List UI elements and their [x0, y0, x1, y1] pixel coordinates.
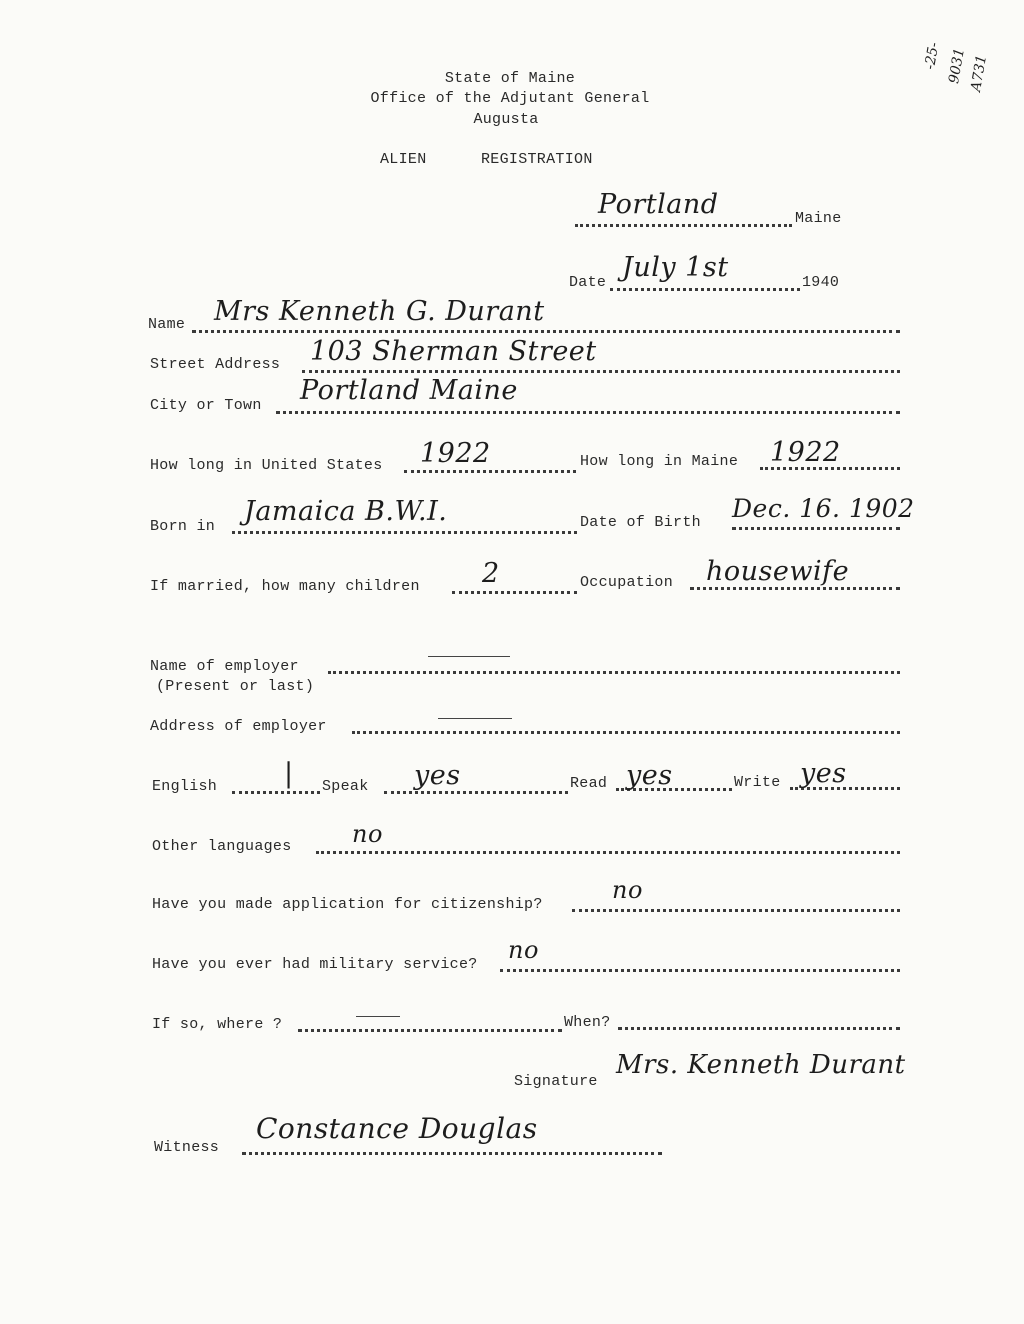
when-dots — [618, 1027, 900, 1030]
how-long-us-label: How long in United States — [150, 457, 383, 474]
citizenship-dots — [572, 909, 900, 912]
military-value: no — [508, 936, 539, 964]
corner-file-numbers — [920, 40, 990, 110]
signature-label: Signature — [514, 1073, 598, 1090]
employer-address-dots — [352, 731, 900, 734]
header-office: Office of the Adjutant General — [370, 90, 650, 107]
name-value: Mrs Kenneth G. Durant — [214, 296, 545, 327]
city-label: City or Town — [150, 397, 262, 414]
born-in-dots — [232, 531, 577, 534]
corner-number-b: 9031 — [946, 46, 968, 85]
speak-dots — [384, 791, 568, 794]
employer-address-label: Address of employer — [150, 718, 327, 735]
date-label: Date — [569, 274, 607, 291]
street-value: 103 Sherman Street — [310, 336, 597, 367]
witness-value: Constance Douglas — [256, 1112, 538, 1145]
born-in-value: Jamaica B.W.I. — [244, 496, 448, 527]
dob-dots — [732, 527, 900, 530]
english-value: | — [284, 758, 294, 789]
other-languages-value: no — [352, 820, 383, 848]
english-label: English — [152, 778, 218, 795]
children-value: 2 — [482, 558, 500, 589]
how-long-maine-label: How long in Maine — [580, 453, 739, 470]
witness-label: Witness — [154, 1139, 220, 1156]
employer-blank-dash — [428, 656, 510, 657]
read-label: Read — [570, 775, 608, 792]
dob-value: Dec. 16. 1902 — [732, 494, 915, 523]
employer-label: Name of employer — [150, 658, 299, 675]
date-year: 1940 — [802, 274, 840, 291]
date-value: July 1st — [622, 252, 729, 283]
street-label: Street Address — [150, 356, 281, 373]
corner-number-c: A731 — [968, 53, 991, 93]
occupation-value: housewife — [706, 556, 850, 587]
witness-dots — [242, 1152, 662, 1155]
place-state-label: Maine — [795, 210, 842, 227]
citizenship-value: no — [612, 876, 643, 904]
signature-value: Mrs. Kenneth Durant — [616, 1050, 906, 1080]
employer-address-blank-dash — [438, 718, 512, 719]
city-dots — [276, 411, 900, 414]
corner-number-a: -25- — [922, 41, 943, 71]
if-so-where-blank-dash — [356, 1016, 400, 1017]
children-dots — [452, 591, 577, 594]
write-value: yes — [800, 758, 847, 789]
dob-label: Date of Birth — [580, 514, 701, 531]
name-label: Name — [148, 316, 186, 333]
if-so-where-label: If so, where ? — [152, 1016, 283, 1033]
when-label: When? — [564, 1014, 611, 1031]
how-long-maine-value: 1922 — [770, 437, 841, 468]
speak-value: yes — [414, 760, 461, 791]
other-languages-label: Other languages — [152, 838, 292, 855]
if-so-where-dots — [298, 1029, 562, 1032]
occupation-dots — [690, 587, 900, 590]
name-dots — [192, 330, 900, 333]
english-dots — [232, 791, 320, 794]
date-dots — [610, 288, 800, 291]
children-label: If married, how many children — [150, 578, 420, 595]
write-label: Write — [734, 774, 781, 791]
city-value: Portland Maine — [300, 375, 518, 406]
employer-sublabel: (Present or last) — [156, 678, 315, 695]
military-dots — [500, 969, 900, 972]
military-label: Have you ever had military service? — [152, 956, 478, 973]
how-long-us-dots — [404, 470, 576, 473]
header-city: Augusta — [473, 111, 539, 128]
speak-label: Speak — [322, 778, 369, 795]
how-long-us-value: 1922 — [420, 438, 491, 469]
header-state: State of Maine — [444, 70, 576, 87]
place-city-value: Portland — [598, 189, 719, 220]
read-value: yes — [626, 760, 673, 791]
other-languages-dots — [316, 851, 900, 854]
header-alien: ALIEN — [380, 151, 427, 168]
occupation-label: Occupation — [580, 574, 674, 591]
born-in-label: Born in — [150, 518, 216, 535]
place-dots — [575, 224, 792, 227]
street-dots — [302, 370, 900, 373]
employer-dots — [328, 671, 900, 674]
header-registration: REGISTRATION — [481, 151, 593, 168]
citizenship-label: Have you made application for citizenship? — [152, 896, 543, 913]
